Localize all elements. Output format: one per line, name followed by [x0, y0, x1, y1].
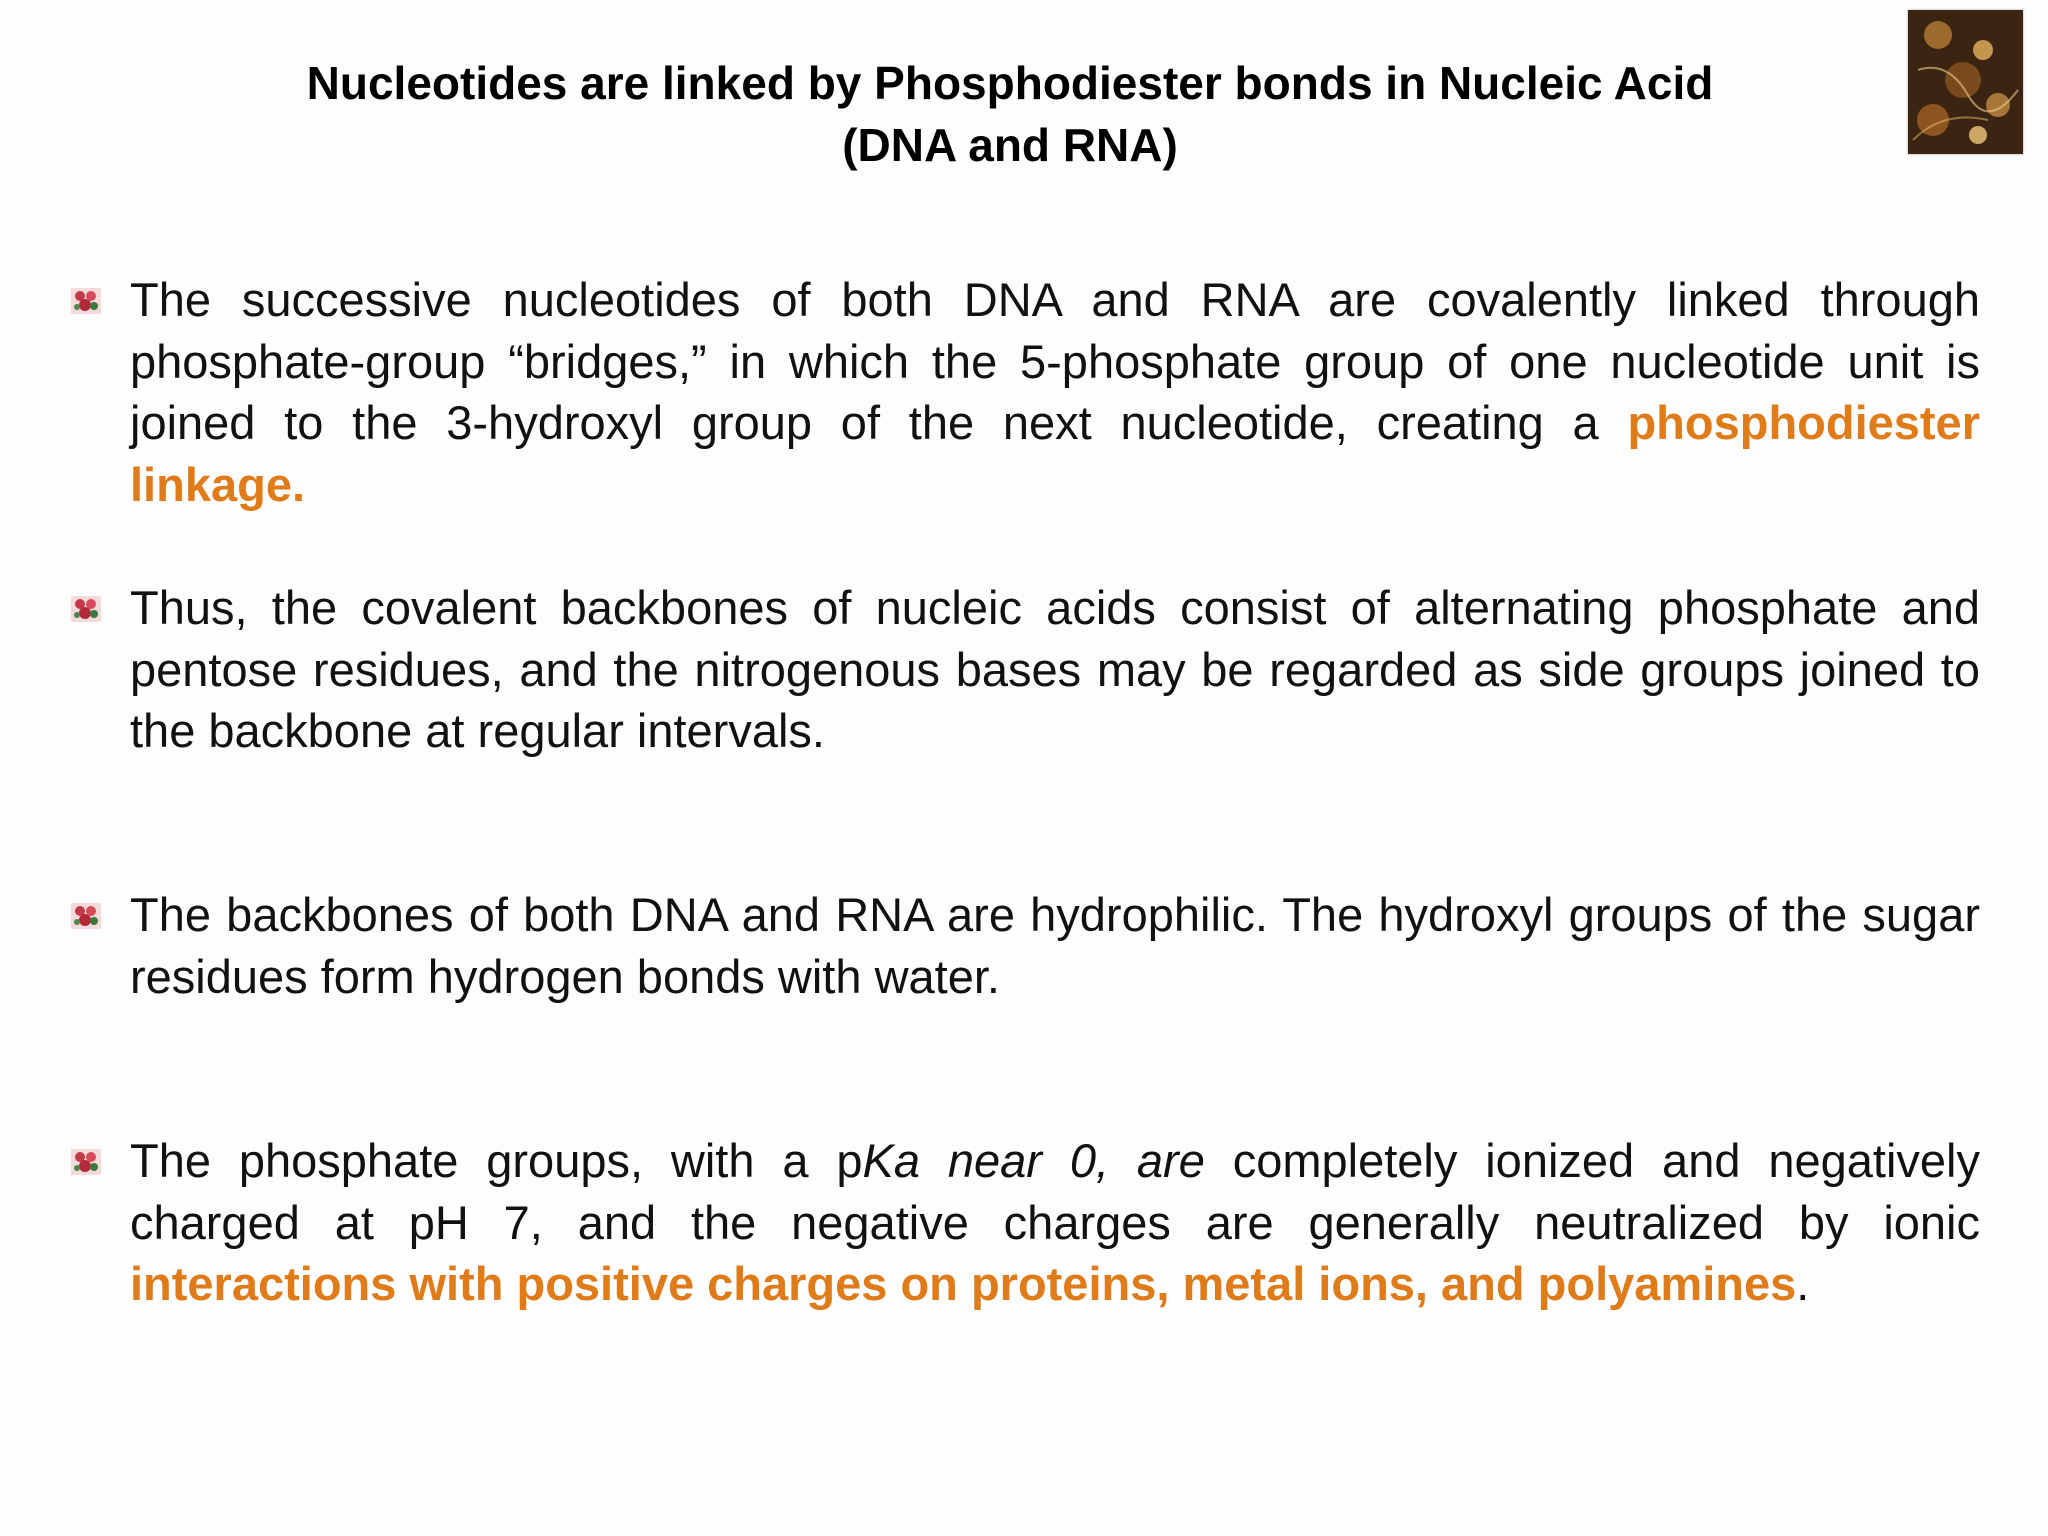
flower-bullet-icon: [70, 287, 102, 315]
bullet-3-text: The backbones of both DNA and RNA are hydrophilic. The hydroxyl groups of the sugar residues form hydrogen bonds with water.: [130, 888, 1980, 1003]
bullet-4-highlight: interactions with positive charges on proteins, metal ions, and polyamines: [130, 1257, 1797, 1310]
bullet-1-highlight: phosphodiester linkage.: [130, 396, 1980, 511]
bullet-4-text-b: completely ionized and negatively charged at pH 7, and the negative charges are generally neutralized by ionic: [130, 1134, 1980, 1249]
flower-bullet-icon: [70, 1148, 102, 1176]
flower-bullet-icon: [70, 595, 102, 623]
title-line-2: (DNA and RNA): [842, 119, 1178, 171]
flower-bullet-icon: [70, 902, 102, 930]
title-line-1: Nucleotides are linked by Phosphodiester bonds in Nucleic Acid: [306, 57, 1714, 109]
bullet-2-text: Thus, the covalent backbones of nucleic acids consist of alternating phosphate and pentose residues, and the nitrogenous bases may be regarded as side groups joined to the backbone at regular intervals.: [130, 581, 1980, 757]
bullet-text: [130, 269, 1980, 515]
bullet-4-text-a: The phosphate groups, with a p: [130, 1134, 863, 1187]
bullet-1-text: The successive nucleotides of both DNA and RNA are covalently linked through phosphate-group “bridges,” in which the 5-phosphate group of one nucleotide unit is joined to the 3-hydroxyl group of the next nucleotide, creating a: [130, 273, 1980, 449]
bullet-text: [130, 1130, 1980, 1315]
page-title: [160, 52, 1860, 176]
corner-decorative-photo: [1908, 10, 2023, 154]
bullet-4-tail: .: [1796, 1257, 1810, 1310]
bullet-4-italic: Ka near 0, are: [862, 1134, 1205, 1187]
